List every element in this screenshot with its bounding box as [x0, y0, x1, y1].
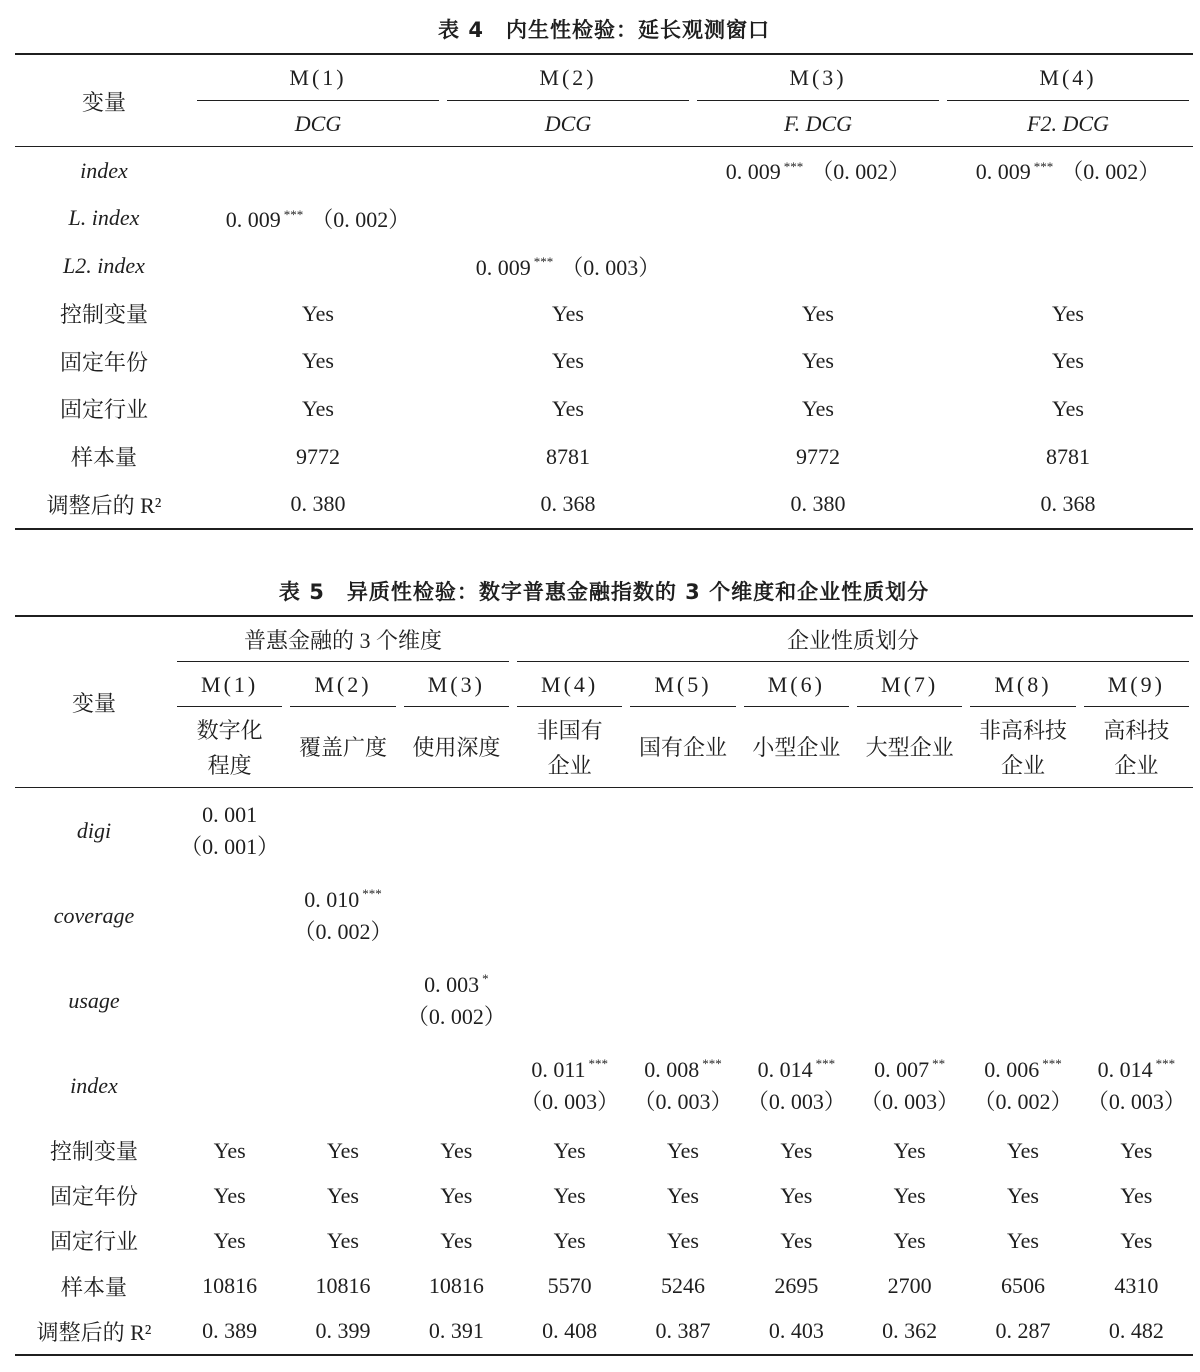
empty-cell	[966, 873, 1079, 958]
model-header: M(3)	[400, 662, 513, 707]
value-cell: 10816	[315, 1273, 371, 1299]
empty-cell	[693, 195, 943, 243]
column-label: 覆盖广度	[298, 735, 387, 760]
empty-cell	[853, 873, 966, 958]
empty-cell	[513, 958, 626, 1043]
empty-cell	[173, 873, 286, 958]
row-label: 调整后的 R²	[46, 492, 162, 518]
empty-cell	[740, 788, 853, 873]
value-cell: 0. 399	[315, 1318, 371, 1344]
significance-stars: ***	[1155, 1056, 1176, 1072]
standard-error: （0. 002）	[973, 1088, 1073, 1114]
value-cell: Yes	[553, 1182, 586, 1208]
value-cell: 0. 408	[542, 1318, 598, 1344]
table-5-title: 表 5 异质性检验：数字普惠金融指数的 3 个维度和企业性质划分	[278, 580, 930, 604]
empty-cell	[286, 1043, 399, 1128]
table-4	[15, 55, 1193, 528]
row-label: 样本量	[70, 445, 137, 471]
value-cell: Yes	[301, 300, 334, 326]
coefficient-row	[15, 1043, 1193, 1128]
value-cell: 10816	[428, 1273, 484, 1299]
value-cell: 6506	[1000, 1273, 1045, 1299]
model-header-row	[15, 55, 1193, 101]
value-cell: Yes	[666, 1227, 699, 1253]
table-4-title: 表 4 内生性检验：延长观测窗口	[438, 18, 770, 42]
column-label: 使用深度	[412, 735, 501, 760]
empty-cell	[626, 873, 739, 958]
variable-header: 变量	[71, 691, 116, 716]
standard-error: （0. 003）	[746, 1088, 846, 1114]
value-cell: Yes	[326, 1227, 359, 1253]
coefficient-line	[173, 799, 286, 831]
summary-row	[15, 433, 1193, 481]
model-header: M(8)	[966, 662, 1079, 707]
significance-stars: ***	[1033, 158, 1054, 174]
standard-error: （0. 003）	[561, 254, 661, 280]
coefficient: 0. 014	[757, 1056, 813, 1082]
value-cell: 2700	[887, 1273, 932, 1299]
value-cell: 0. 387	[655, 1318, 711, 1344]
estimate-cell	[193, 195, 443, 243]
coefficient: 0. 001	[202, 801, 258, 827]
summary-row	[15, 1309, 1193, 1354]
coefficient: 0. 003	[424, 971, 480, 997]
value-cell: Yes	[1006, 1137, 1039, 1163]
value-cell: 5570	[547, 1273, 592, 1299]
table-5-body	[15, 788, 1193, 1354]
empty-cell	[513, 873, 626, 958]
coefficient: 0. 008	[644, 1056, 700, 1082]
value-cell: 0. 362	[882, 1318, 938, 1344]
value-cell: Yes	[301, 395, 334, 421]
row-label: 调整后的 R²	[36, 1319, 152, 1345]
significance-stars: ***	[815, 1056, 836, 1072]
estimate-cell	[286, 873, 399, 958]
value-cell: Yes	[780, 1137, 813, 1163]
empty-cell	[740, 958, 853, 1043]
value-cell: 0. 380	[290, 491, 346, 517]
row-label: 固定行业	[49, 1229, 138, 1255]
model-header: M(4)	[943, 55, 1193, 101]
standard-error: （0. 003）	[1086, 1088, 1186, 1114]
value-cell: 8781	[546, 443, 590, 469]
standard-error: （0. 002）	[406, 1003, 506, 1029]
row-label: 固定年份	[59, 349, 148, 375]
summary-row	[15, 1173, 1193, 1218]
column-label: 国有企业	[638, 735, 727, 760]
empty-cell	[740, 873, 853, 958]
coefficient-row	[15, 788, 1193, 873]
value-cell: Yes	[213, 1227, 246, 1253]
value-cell: 8781	[1046, 443, 1090, 469]
standard-error: （0. 003）	[520, 1088, 620, 1114]
coefficient: 0. 014	[1097, 1056, 1153, 1082]
empty-cell	[966, 788, 1079, 873]
standard-error: （0. 003）	[633, 1088, 733, 1114]
summary-row	[15, 1128, 1193, 1173]
coefficient-line	[853, 1054, 966, 1086]
group-header-row	[15, 617, 1193, 662]
value-cell: 9772	[296, 443, 340, 469]
empty-cell	[193, 242, 443, 290]
estimate-cell	[1080, 1043, 1193, 1128]
value-cell: Yes	[801, 348, 834, 374]
value-cell: 0. 391	[428, 1318, 484, 1344]
coefficient-line	[740, 1054, 853, 1086]
coefficient: 0. 007	[874, 1056, 930, 1082]
coefficient-row	[15, 147, 1193, 195]
column-label: 非高科技 企业	[978, 717, 1067, 778]
value-cell: Yes	[440, 1227, 473, 1253]
column-label: 大型企业	[865, 735, 954, 760]
column-label: 非国有 企业	[536, 717, 603, 778]
coefficient: 0. 010	[304, 886, 360, 912]
value-cell: 5246	[660, 1273, 705, 1299]
coefficient: 0. 009	[475, 254, 531, 280]
row-label: 固定行业	[59, 397, 148, 423]
empty-cell	[400, 788, 513, 873]
variable-label: digi	[76, 817, 112, 843]
column-label: 数字化 程度	[196, 717, 263, 778]
value-cell: Yes	[893, 1227, 926, 1253]
coefficient: 0. 009	[975, 159, 1031, 185]
significance-stars: *	[482, 971, 489, 987]
coefficient-line	[1080, 1054, 1193, 1086]
value-cell: Yes	[1120, 1137, 1153, 1163]
value-cell: 0. 287	[995, 1318, 1051, 1344]
value-cell: Yes	[553, 1137, 586, 1163]
coefficient-row	[15, 873, 1193, 958]
value-cell: 0. 368	[540, 491, 596, 517]
model-header: M(6)	[740, 662, 853, 707]
estimate-cell	[443, 242, 693, 290]
estimate-cell	[693, 147, 943, 195]
row-label: 样本量	[60, 1274, 127, 1300]
value-cell: Yes	[893, 1137, 926, 1163]
significance-stars: ***	[283, 206, 304, 222]
value-cell: Yes	[1120, 1182, 1153, 1208]
coefficient-line	[726, 159, 804, 184]
value-cell: Yes	[1051, 300, 1084, 326]
summary-row	[15, 290, 1193, 338]
model-header: M(5)	[626, 662, 739, 707]
empty-cell	[853, 788, 966, 873]
empty-cell	[513, 788, 626, 873]
value-cell: Yes	[801, 300, 834, 326]
empty-cell	[1080, 788, 1193, 873]
empty-cell	[943, 242, 1193, 290]
empty-cell	[1080, 873, 1193, 958]
significance-stars: ***	[533, 254, 554, 270]
empty-cell	[173, 958, 286, 1043]
empty-cell	[286, 788, 399, 873]
summary-row	[15, 385, 1193, 433]
value-cell: Yes	[780, 1227, 813, 1253]
value-cell: Yes	[666, 1137, 699, 1163]
value-cell: Yes	[1006, 1182, 1039, 1208]
coefficient-line	[286, 884, 399, 916]
estimate-cell	[513, 1043, 626, 1128]
value-cell: 0. 403	[768, 1318, 824, 1344]
dependent-variable-header: F2. DCG	[1027, 111, 1109, 136]
significance-stars: ***	[702, 1056, 722, 1072]
coefficient-row	[15, 242, 1193, 290]
value-cell: 2695	[774, 1273, 819, 1299]
estimate-cell	[943, 147, 1193, 195]
variable-label: L. index	[68, 205, 140, 231]
value-cell: Yes	[301, 348, 334, 374]
row-label: 控制变量	[59, 302, 148, 328]
value-cell: Yes	[1051, 395, 1084, 421]
dependent-variable-header: F. DCG	[783, 111, 853, 136]
value-cell: Yes	[213, 1182, 246, 1208]
coefficient: 0. 011	[531, 1056, 586, 1082]
estimate-cell	[966, 1043, 1079, 1128]
value-cell: Yes	[1120, 1227, 1153, 1253]
empty-cell	[286, 958, 399, 1043]
value-cell: Yes	[801, 395, 834, 421]
model-header: M(7)	[853, 662, 966, 707]
coefficient-row	[15, 195, 1193, 243]
table-4-bottom-rule	[15, 528, 1193, 530]
value-cell: 9772	[796, 443, 840, 469]
coefficient-line	[476, 255, 554, 280]
table-5	[15, 617, 1193, 1354]
model-header: M(2)	[286, 662, 399, 707]
variable-label: coverage	[53, 902, 135, 928]
empty-cell	[853, 958, 966, 1043]
group-header-firm-type: 企业性质划分	[513, 617, 1193, 662]
coefficient-row	[15, 958, 1193, 1043]
group-header-inclusive-finance-dimensions: 普惠金融的 3 个维度	[173, 617, 513, 662]
value-cell: 0. 368	[1040, 491, 1096, 517]
empty-cell	[400, 873, 513, 958]
variable-header: 变量	[81, 89, 126, 115]
coefficient-line	[626, 1054, 739, 1086]
value-cell: Yes	[893, 1182, 926, 1208]
model-header: M(9)	[1080, 662, 1193, 707]
variable-label: index	[80, 157, 128, 183]
standard-error: （0. 002）	[1061, 159, 1161, 185]
empty-cell	[966, 958, 1079, 1043]
estimate-cell	[400, 958, 513, 1043]
value-cell: 10816	[202, 1273, 258, 1299]
estimate-cell	[173, 788, 286, 873]
standard-error: （0. 003）	[860, 1088, 960, 1114]
row-label: 固定年份	[49, 1184, 138, 1210]
table-5-bottom-rule	[15, 1354, 1193, 1356]
value-cell: 0. 482	[1108, 1318, 1164, 1344]
summary-row	[15, 480, 1193, 528]
value-cell: Yes	[551, 300, 584, 326]
value-cell: Yes	[213, 1137, 246, 1163]
empty-cell	[193, 147, 443, 195]
estimate-cell	[740, 1043, 853, 1128]
value-cell: 0. 389	[202, 1318, 258, 1344]
significance-stars: **	[932, 1056, 946, 1072]
value-cell: Yes	[440, 1182, 473, 1208]
empty-cell	[693, 242, 943, 290]
significance-stars: ***	[1042, 1056, 1062, 1072]
model-header: M(2)	[443, 55, 693, 101]
table-5-header	[15, 617, 1193, 788]
empty-cell	[626, 958, 739, 1043]
variable-label: usage	[68, 987, 120, 1013]
model-header-row	[15, 662, 1193, 707]
row-label: 控制变量	[49, 1139, 138, 1165]
value-cell: Yes	[440, 1137, 473, 1163]
coefficient: 0. 009	[225, 206, 281, 232]
empty-cell	[173, 1043, 286, 1128]
coefficient-line	[966, 1054, 1079, 1086]
standard-error: （0. 001）	[180, 833, 280, 859]
column-label: 小型企业	[752, 735, 841, 760]
value-cell: Yes	[326, 1182, 359, 1208]
value-cell: Yes	[553, 1227, 586, 1253]
value-cell: Yes	[326, 1137, 359, 1163]
standard-error: （0. 002）	[293, 918, 393, 944]
model-header: M(1)	[173, 662, 286, 707]
empty-cell	[626, 788, 739, 873]
empty-cell	[443, 195, 693, 243]
variable-label: L2. index	[63, 253, 145, 279]
coefficient-line	[976, 159, 1054, 184]
empty-cell	[443, 147, 693, 195]
model-header: M(1)	[193, 55, 443, 101]
dependent-variable-header: DCG	[544, 111, 592, 136]
significance-stars: ***	[783, 158, 804, 174]
empty-cell	[1080, 958, 1193, 1043]
coefficient-line	[513, 1054, 626, 1086]
table-4-body	[15, 147, 1193, 528]
value-cell: 4310	[1114, 1273, 1159, 1299]
standard-error: （0. 002）	[811, 159, 911, 185]
coefficient: 0. 009	[725, 159, 781, 185]
model-header: M(3)	[693, 55, 943, 101]
value-cell: Yes	[780, 1182, 813, 1208]
summary-row	[15, 1218, 1193, 1263]
value-cell: Yes	[1051, 348, 1084, 374]
value-cell: 0. 380	[790, 491, 846, 517]
table-4-header	[15, 55, 1193, 147]
significance-stars: ***	[588, 1056, 608, 1072]
estimate-cell	[626, 1043, 739, 1128]
model-header: M(4)	[513, 662, 626, 707]
variable-label: index	[70, 1072, 118, 1098]
dependent-variable-header: DCG	[294, 111, 342, 136]
value-cell: Yes	[551, 348, 584, 374]
significance-stars: ***	[362, 886, 382, 902]
summary-row	[15, 338, 1193, 386]
value-cell: Yes	[666, 1182, 699, 1208]
coefficient: 0. 006	[984, 1056, 1040, 1082]
column-label: 高科技 企业	[1103, 717, 1170, 778]
summary-row	[15, 1264, 1193, 1309]
empty-cell	[400, 1043, 513, 1128]
coefficient-line	[226, 207, 304, 232]
standard-error: （0. 002）	[311, 206, 411, 232]
coefficient-line	[400, 969, 513, 1001]
column-label-row	[15, 707, 1193, 788]
value-cell: Yes	[551, 395, 584, 421]
estimate-cell	[853, 1043, 966, 1128]
empty-cell	[943, 195, 1193, 243]
value-cell: Yes	[1006, 1227, 1039, 1253]
